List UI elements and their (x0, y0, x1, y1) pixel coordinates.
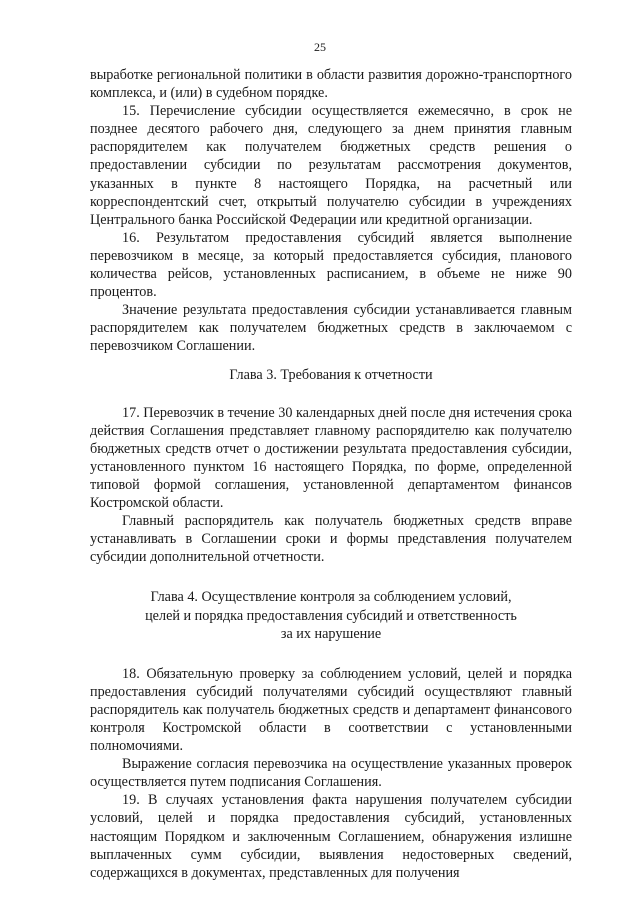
paragraph-16: 16. Результатом предоставления субсидий является выполнение перевозчиком в месяце, за который предоставляется субсидия, планового количества рейсов, установленных расписанием, в объеме не ниже 90 процентов. (90, 229, 572, 301)
paragraph-15: 15. Перечисление субсидии осуществляется ежемесячно, в срок не позднее десятого рабочего дня, следующего за днем принятия главным распорядителем как получателем бюджетных средств решения о предоставлении субсидии по результатам рассмотрения документов, указанных в пункте 8 настоящего Порядка, на расчетный или корреспондентский счет, открытый получателю субсидии в учреждениях Центрального банка Российской Федерации или кредитной организации. (90, 103, 572, 228)
chapter-3-heading: Глава 3. Требования к отчетности (229, 366, 433, 383)
paragraph-17-additional-reporting: Главный распорядитель как получатель бюджетных средств вправе устанавливать в Соглашении сроки и формы представления получателем субсидии дополнительной отчетности. (90, 513, 572, 566)
paragraph-16-result-value: Значение результата предоставления субсидии устанавливается главным распорядителем как получателем бюджетных средств в заключаемом с перевозчиком Соглашении. (90, 302, 572, 355)
document-body (90, 66, 572, 882)
paragraph-18-consent: Выражение согласия перевозчика на осуществление указанных проверок осуществляется путем подписания Соглашения. (90, 756, 572, 791)
page-number: 25 (314, 40, 326, 54)
paragraph-19: 19. В случаях установления факта нарушения получателем субсидии условий, целей и порядка предоставления субсидий, установленных настоящим Порядком и заключенным Соглашением, обнаружения излишне выплаченных сумм субсидии, выявления недостоверных сведений, содержащихся в документах, представленных для получения (90, 792, 572, 881)
paragraph-18: 18. Обязательную проверку за соблюдением условий, целей и порядка предоставления субсидий получателями субсидий осуществляют главный распорядитель как получатель бюджетных средств и департамент финансового контроля Костромской области в соответствии с установленными полномочиями. (90, 665, 572, 755)
chapter-4-heading (90, 588, 572, 642)
chapter-4-heading-line-1: Глава 4. Осуществление контроля за соблюдением условий, (150, 589, 512, 606)
chapter-4-heading-line-3: за их нарушение (280, 625, 382, 642)
chapter-4-heading-line-2: целей и порядка предоставления субсидий и ответственность (145, 607, 517, 624)
paragraph-17: 17. Перевозчик в течение 30 календарных дней после дня истечения срока действия Соглашения представляет главному распорядителю как получателю бюджетных средств отчет о достижении результата предоставления субсидии, установленного пунктом 16 настоящего Порядка, по форме, определенной типовой формой соглашения, установленной департаментом финансов Костромской области. (90, 404, 573, 512)
paragraph-continuation: выработке региональной политики в области развития дорожно-транспортного комплекса, и (или) в судебном порядке. (90, 67, 572, 102)
